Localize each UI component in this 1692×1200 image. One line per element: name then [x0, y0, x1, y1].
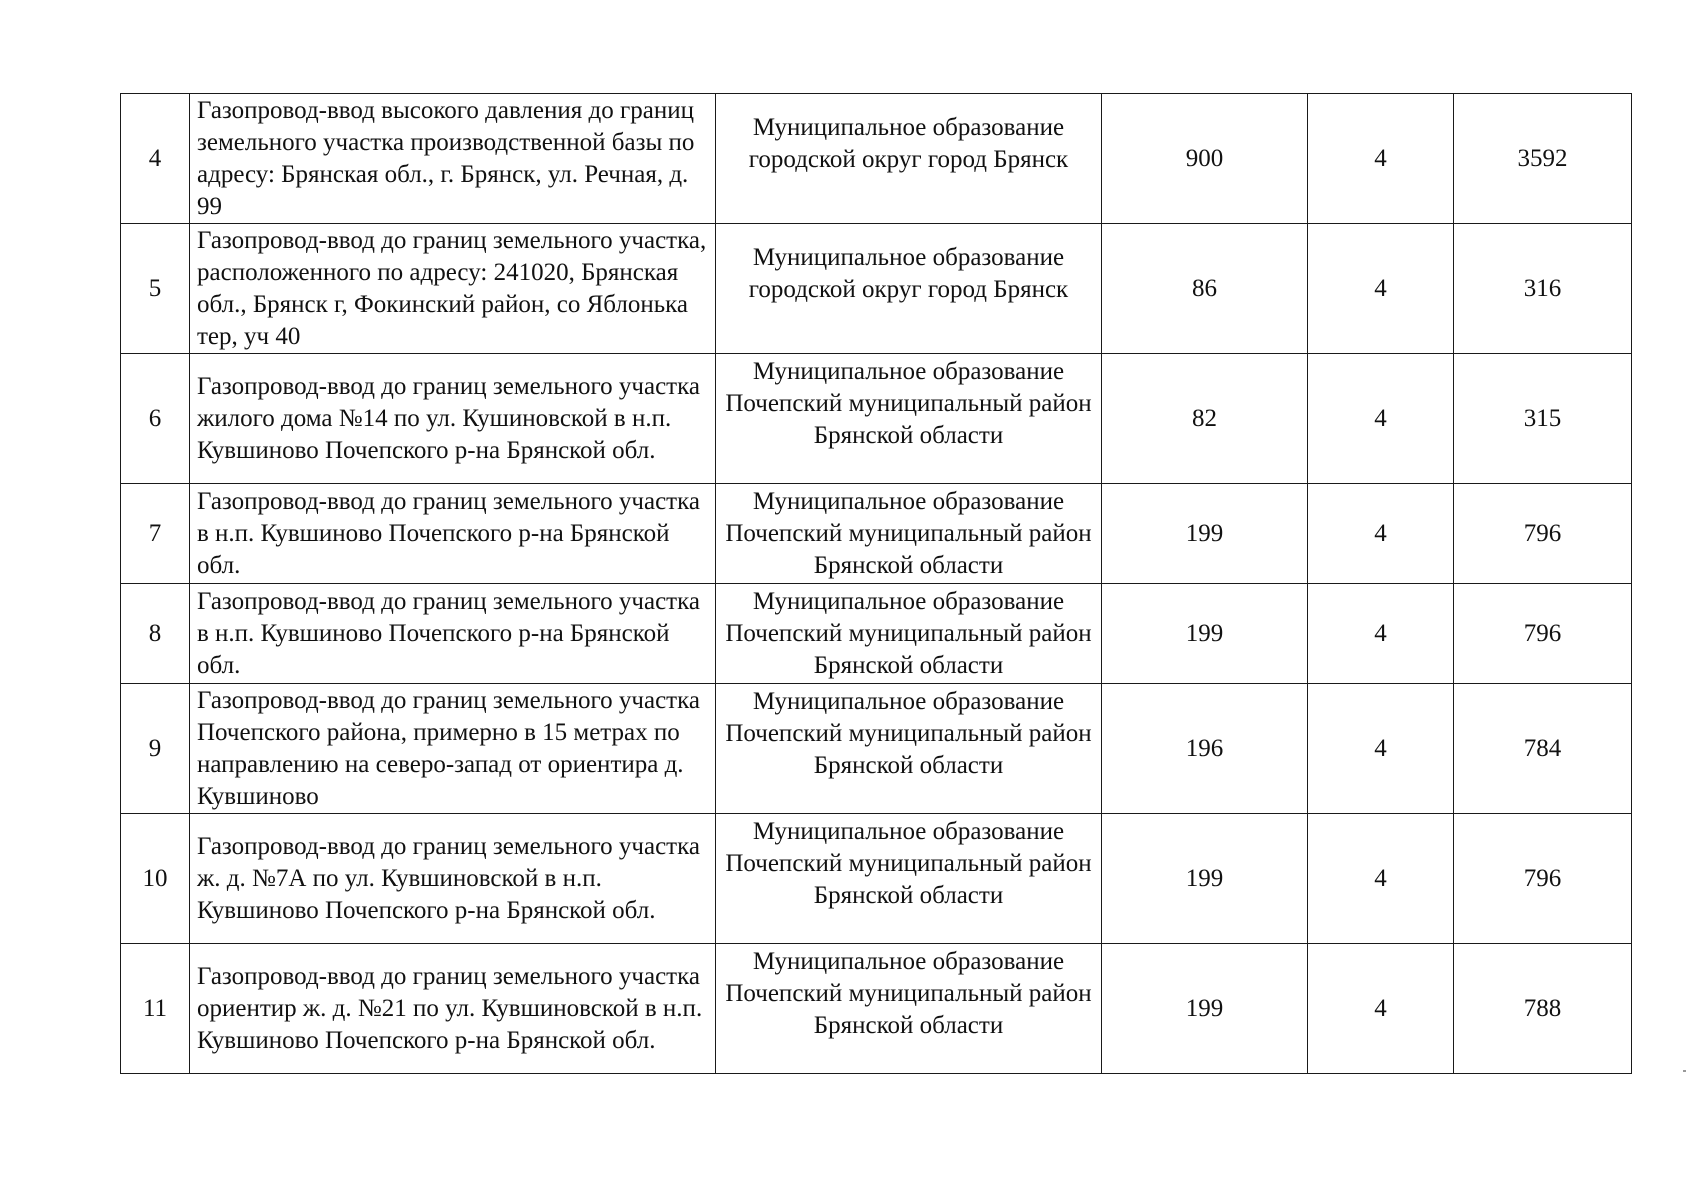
- value-a: 86: [1102, 224, 1308, 354]
- owner-name: Муниципальное образование Почепский муниципальный район Брянской области: [725, 587, 1092, 679]
- value-b: 4: [1308, 94, 1454, 224]
- row-number: 10: [121, 814, 190, 944]
- scan-mark: [1683, 1070, 1686, 1072]
- object-name: Газопровод-ввод до границ земельного участка в н.п. Кувшиново Почепского р-на Брянской обл.: [197, 487, 700, 579]
- object-name: Газопровод-ввод до границ земельного участка в н.п. Кувшиново Почепского р-на Брянской обл.: [197, 587, 700, 679]
- value-c: 784: [1454, 684, 1632, 814]
- value-a: 196: [1102, 684, 1308, 814]
- value-a: 199: [1102, 944, 1308, 1074]
- owner-name: Муниципальное образование городской округ город Брянск: [748, 243, 1069, 303]
- value-c: 315: [1454, 354, 1632, 484]
- object-name: Газопровод-ввод высокого давления до границ земельного участка производственной базы по адресу: Брянская обл., г. Брянск, ул. Речная, д. 99: [197, 96, 695, 220]
- object-name: Газопровод-ввод до границ земельного участка ж. д. №7А по ул. Кувшиновской в н.п. Кувшиново Почепского р-на Брянской обл.: [197, 832, 700, 924]
- owner-name: Муниципальное образование Почепский муниципальный район Брянской области: [725, 947, 1092, 1039]
- value-a: 199: [1102, 584, 1308, 684]
- value-b: 4: [1308, 814, 1454, 944]
- table-row: [121, 944, 1632, 1074]
- owner-cell: [716, 584, 1102, 684]
- value-c: 316: [1454, 224, 1632, 354]
- object-name: Газопровод-ввод до границ земельного участка жилого дома №14 по ул. Кушиновской в н.п. Кувшиново Почепского р-на Брянской обл.: [197, 372, 700, 464]
- row-number: 9: [121, 684, 190, 814]
- value-b: 4: [1308, 354, 1454, 484]
- object-name-cell: [190, 944, 716, 1074]
- owner-name: Муниципальное образование Почепский муниципальный район Брянской области: [725, 357, 1092, 449]
- owner-cell: [716, 484, 1102, 584]
- owner-name: Муниципальное образование Почепский муниципальный район Брянской области: [725, 817, 1092, 909]
- object-name-cell: [190, 94, 716, 224]
- owner-name: Муниципальное образование Почепский муниципальный район Брянской области: [725, 487, 1092, 579]
- row-number: 5: [121, 224, 190, 354]
- object-name-cell: [190, 484, 716, 584]
- object-name-cell: [190, 684, 716, 814]
- value-b: 4: [1308, 224, 1454, 354]
- row-number: 11: [121, 944, 190, 1074]
- value-c: 788: [1454, 944, 1632, 1074]
- owner-cell: [716, 224, 1102, 354]
- object-name-cell: [190, 584, 716, 684]
- value-b: 4: [1308, 584, 1454, 684]
- value-b: 4: [1308, 484, 1454, 584]
- table-row: [121, 484, 1632, 584]
- value-c: 796: [1454, 814, 1632, 944]
- table-row: [121, 814, 1632, 944]
- value-a: 199: [1102, 814, 1308, 944]
- value-a: 900: [1102, 94, 1308, 224]
- table-row: [121, 94, 1632, 224]
- object-name-cell: [190, 354, 716, 484]
- object-name-cell: [190, 814, 716, 944]
- table-row: [121, 224, 1632, 354]
- value-b: 4: [1308, 684, 1454, 814]
- object-name-cell: [190, 224, 716, 354]
- owner-name: Муниципальное образование городской округ город Брянск: [748, 113, 1069, 173]
- row-number: 4: [121, 94, 190, 224]
- table-row: [121, 584, 1632, 684]
- value-a: 199: [1102, 484, 1308, 584]
- row-number: 6: [121, 354, 190, 484]
- object-name: Газопровод-ввод до границ земельного участка ориентир ж. д. №21 по ул. Кувшиновской в н.п. Кувшиново Почепского р-на Брянской обл.: [197, 962, 703, 1054]
- owner-name: Муниципальное образование Почепский муниципальный район Брянской области: [725, 687, 1092, 779]
- object-name: Газопровод-ввод до границ земельного участка, расположенного по адресу: 241020, Брянская обл., Брянск г, Фокинский район, со Яблонька тер, уч 40: [197, 226, 707, 350]
- table-row: [121, 684, 1632, 814]
- value-b: 4: [1308, 944, 1454, 1074]
- owner-cell: [716, 944, 1102, 1074]
- owner-cell: [716, 684, 1102, 814]
- value-c: 3592: [1454, 94, 1632, 224]
- value-a: 82: [1102, 354, 1308, 484]
- value-c: 796: [1454, 584, 1632, 684]
- row-number: 7: [121, 484, 190, 584]
- owner-cell: [716, 354, 1102, 484]
- value-c: 796: [1454, 484, 1632, 584]
- objects-table: [120, 93, 1632, 1074]
- row-number: 8: [121, 584, 190, 684]
- owner-cell: [716, 814, 1102, 944]
- object-name: Газопровод-ввод до границ земельного участка Почепского района, примерно в 15 метрах по направлению на северо-запад от ориентира д. Кувшиново: [197, 686, 700, 810]
- owner-cell: [716, 94, 1102, 224]
- table-row: [121, 354, 1632, 484]
